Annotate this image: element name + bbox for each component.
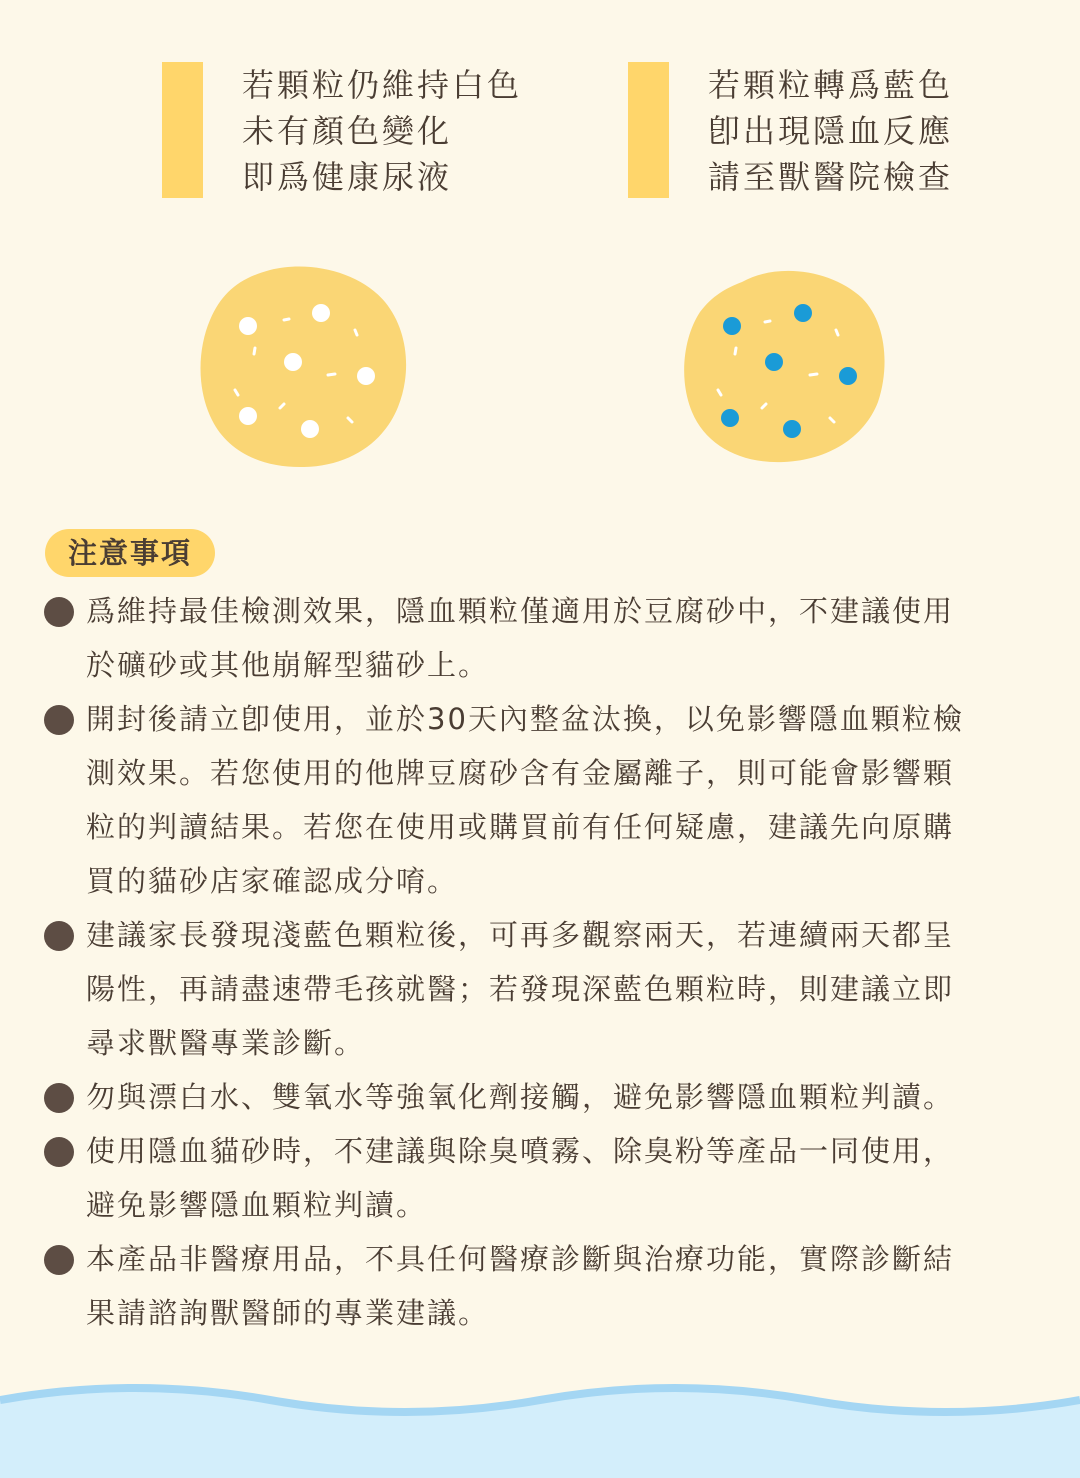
- notice-line: 開封後請立卽使用，並於30天內整盆汰換，以免影響隱血顆粒檢: [86, 702, 964, 736]
- notice-item: [44, 1124, 1034, 1232]
- notice-item: [44, 692, 1034, 908]
- bullet-dot-icon: [44, 705, 74, 735]
- notice-list: [44, 584, 1034, 1340]
- white-granule-illustration: [200, 262, 410, 468]
- accent-bar: [628, 62, 669, 198]
- bullet-dot-icon: [44, 1137, 74, 1167]
- notice-line: 測效果。若您使用的他牌豆腐砂含有金屬離子，則可能會影響顆: [86, 756, 955, 790]
- notice-line: 建議家長發現淺藍色顆粒後，可再多觀察兩天，若連續兩天都呈: [86, 918, 955, 952]
- result-line: 卽出現隱血反應: [708, 112, 954, 150]
- notice-line: 避免影響隱血顆粒判讀。: [86, 1188, 428, 1222]
- result-text-white: [242, 62, 582, 200]
- notice-line: 於礦砂或其他崩解型貓砂上。: [86, 648, 490, 682]
- notice-line: 勿與漂白水、雙氧水等強氧化劑接觸，避免影響隱血顆粒判讀。: [86, 1080, 955, 1114]
- notice-line: 爲維持最佳檢測效果，隱血顆粒僅適用於豆腐砂中，不建議使用: [86, 594, 955, 628]
- result-line: 即爲健康尿液: [242, 158, 453, 196]
- bullet-dot-icon: [44, 1083, 74, 1113]
- notice-item: [44, 584, 1034, 692]
- notice-line: 尋求獸醫專業診斷。: [86, 1026, 366, 1060]
- notice-line: 果請諮詢獸醫師的專業建議。: [86, 1296, 490, 1330]
- notice-item: [44, 1232, 1034, 1340]
- notice-line: 粒的判讀結果。若您在使用或購買前有任何疑慮，建議先向原購: [86, 810, 955, 844]
- result-line: 若顆粒仍維持白色: [242, 66, 523, 104]
- notice-item: [44, 1070, 1034, 1124]
- notice-title: 注意事項: [45, 529, 215, 577]
- result-line: 請至獸醫院檢查: [708, 158, 954, 196]
- notice-line: 使用隱血貓砂時，不建議與除臭噴霧、除臭粉等產品一同使用，: [86, 1134, 955, 1168]
- bullet-dot-icon: [44, 921, 74, 951]
- notice-line: 買的貓砂店家確認成分唷。: [86, 864, 459, 898]
- notice-line: 本產品非醫療用品，不具任何醫療診斷與治療功能，實際診斷結: [86, 1242, 955, 1276]
- bullet-dot-icon: [44, 1245, 74, 1275]
- wave-decoration: [0, 1378, 1080, 1478]
- notice-line: 陽性，再請盡速帶毛孩就醫；若發現深藍色顆粒時，則建議立即: [86, 972, 955, 1006]
- notice-item: [44, 908, 1034, 1070]
- bullet-dot-icon: [44, 597, 74, 627]
- blue-granule-illustration: [682, 266, 888, 464]
- result-line: 未有顏色變化: [242, 112, 453, 150]
- result-line: 若顆粒轉爲藍色: [708, 66, 954, 104]
- result-text-blue: [708, 62, 1048, 200]
- accent-bar: [162, 62, 203, 198]
